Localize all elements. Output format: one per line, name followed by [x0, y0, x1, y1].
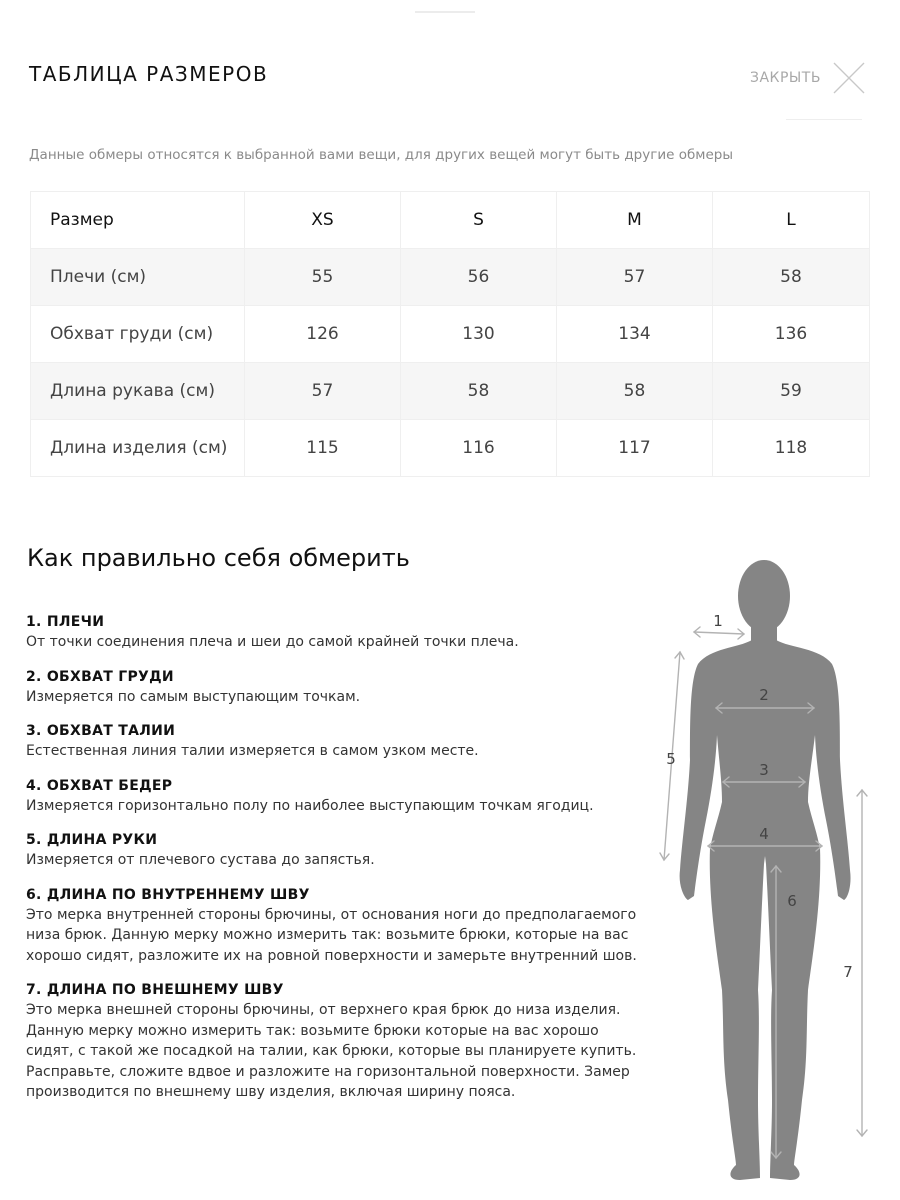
table-cell: 130 [401, 306, 557, 363]
label-6: 6 [787, 892, 797, 910]
drag-handle[interactable] [415, 11, 475, 13]
table-cell: 134 [557, 306, 713, 363]
table-cell: 56 [401, 249, 557, 306]
list-item [26, 721, 646, 762]
modal-title: ТАБЛИЦА РАЗМЕРОВ [29, 62, 269, 86]
arrow-shoulders [694, 632, 744, 634]
instruction-text: Естественная линия талии измеряется в самом узком месте. [26, 743, 479, 759]
instruction-title: 6. ДЛИНА ПО ВНУТРЕННЕМУ ШВУ [26, 886, 310, 903]
list-item [26, 667, 646, 708]
close-label: ЗАКРЫТЬ [750, 70, 821, 86]
list-item [26, 885, 646, 967]
label-2: 2 [759, 686, 769, 704]
header-divider [786, 119, 862, 120]
instruction-text: Это мерка внешней стороны брючины, от верхнего края брюк до низа изделия. Данную мерку можно измерить так: возьмите брюки которые на вас хорошо сидят, с такой же посадкой на талии, как брюки, которые вы планируете купить. Расправьте, сложите вдвое и разложите на горизонтальной поверхности. Замер производится по внешнему шву изделия, включая ширину пояса. [26, 1002, 637, 1100]
row-label: Длина изделия (см) [31, 420, 245, 477]
close-button[interactable] [750, 58, 868, 98]
row-label: Длина рукава (см) [31, 363, 245, 420]
table-cell: 58 [557, 363, 713, 420]
row-label: Обхват груди (см) [31, 306, 245, 363]
table-cell: 59 [713, 363, 870, 420]
instruction-text: Измеряется горизонтально полу по наиболее выступающим точкам ягодиц. [26, 797, 594, 814]
instruction-title: 7. ДЛИНА ПО ВНЕШНЕМУ ШВУ [26, 982, 284, 998]
instruction-text: Измеряется по самым выступающим точкам. [26, 688, 361, 705]
measurement-note: Данные обмеры относятся к выбранной вами вещи, для других вещей могут быть другие обмеры [29, 147, 733, 163]
column-header-s: S [401, 192, 557, 249]
instruction-title: 1. ПЛЕЧИ [26, 614, 105, 630]
table-cell: 136 [713, 306, 870, 363]
column-header-xs: XS [245, 192, 401, 249]
list-item [26, 980, 646, 1103]
instruction-title: 5. ДЛИНА РУКИ [26, 832, 158, 848]
table-cell: 117 [557, 420, 713, 477]
table-cell: 58 [401, 363, 557, 420]
table-cell: 57 [245, 363, 401, 420]
list-item [26, 830, 646, 871]
measurement-instructions [26, 612, 646, 1117]
column-header-l: L [713, 192, 870, 249]
label-7: 7 [843, 963, 853, 981]
table-cell: 57 [557, 249, 713, 306]
figure-head [738, 560, 790, 632]
instruction-text: Это мерка внутренней стороны брючины, от основания ноги до предполагаемого низа брюк. Данную мерку можно измерить так: возьмите брюки, которые на вас хорошо сидят, разложите их на ровной поверхности и замерьте внутренний шов. [26, 906, 637, 964]
table-cell: 118 [713, 420, 870, 477]
column-header-size: Размер [31, 192, 245, 249]
howto-title: Как правильно себя обмерить [27, 544, 410, 572]
label-3: 3 [759, 761, 769, 779]
body-measurement-figure [650, 550, 900, 1190]
column-header-m: M [557, 192, 713, 249]
list-item [26, 776, 646, 817]
close-icon[interactable] [832, 61, 866, 95]
label-4: 4 [759, 825, 769, 843]
table-cell: 126 [245, 306, 401, 363]
table-row [31, 420, 870, 477]
table-row [31, 306, 870, 363]
body-silhouette [680, 560, 851, 1180]
table-cell: 58 [713, 249, 870, 306]
figure-left-leg [710, 848, 766, 1180]
instruction-text: От точки соединения плеча и шеи до самой крайней точки плеча. [26, 634, 519, 650]
row-label: Плечи (см) [31, 249, 245, 306]
instruction-title: 4. ОБХВАТ БЕДЕР [26, 777, 173, 794]
table-row [31, 249, 870, 306]
table-cell: 115 [245, 420, 401, 477]
size-table [30, 191, 870, 477]
instruction-title: 3. ОБХВАТ ТАЛИИ [26, 723, 176, 739]
label-5: 5 [666, 750, 676, 768]
instruction-title: 2. ОБХВАТ ГРУДИ [26, 668, 174, 685]
list-item [26, 612, 646, 653]
table-row [31, 363, 870, 420]
table-cell: 116 [401, 420, 557, 477]
table-header-row [31, 192, 870, 249]
instruction-text: Измеряется от плечевого сустава до запястья. [26, 852, 375, 868]
label-1: 1 [713, 612, 723, 630]
table-cell: 55 [245, 249, 401, 306]
